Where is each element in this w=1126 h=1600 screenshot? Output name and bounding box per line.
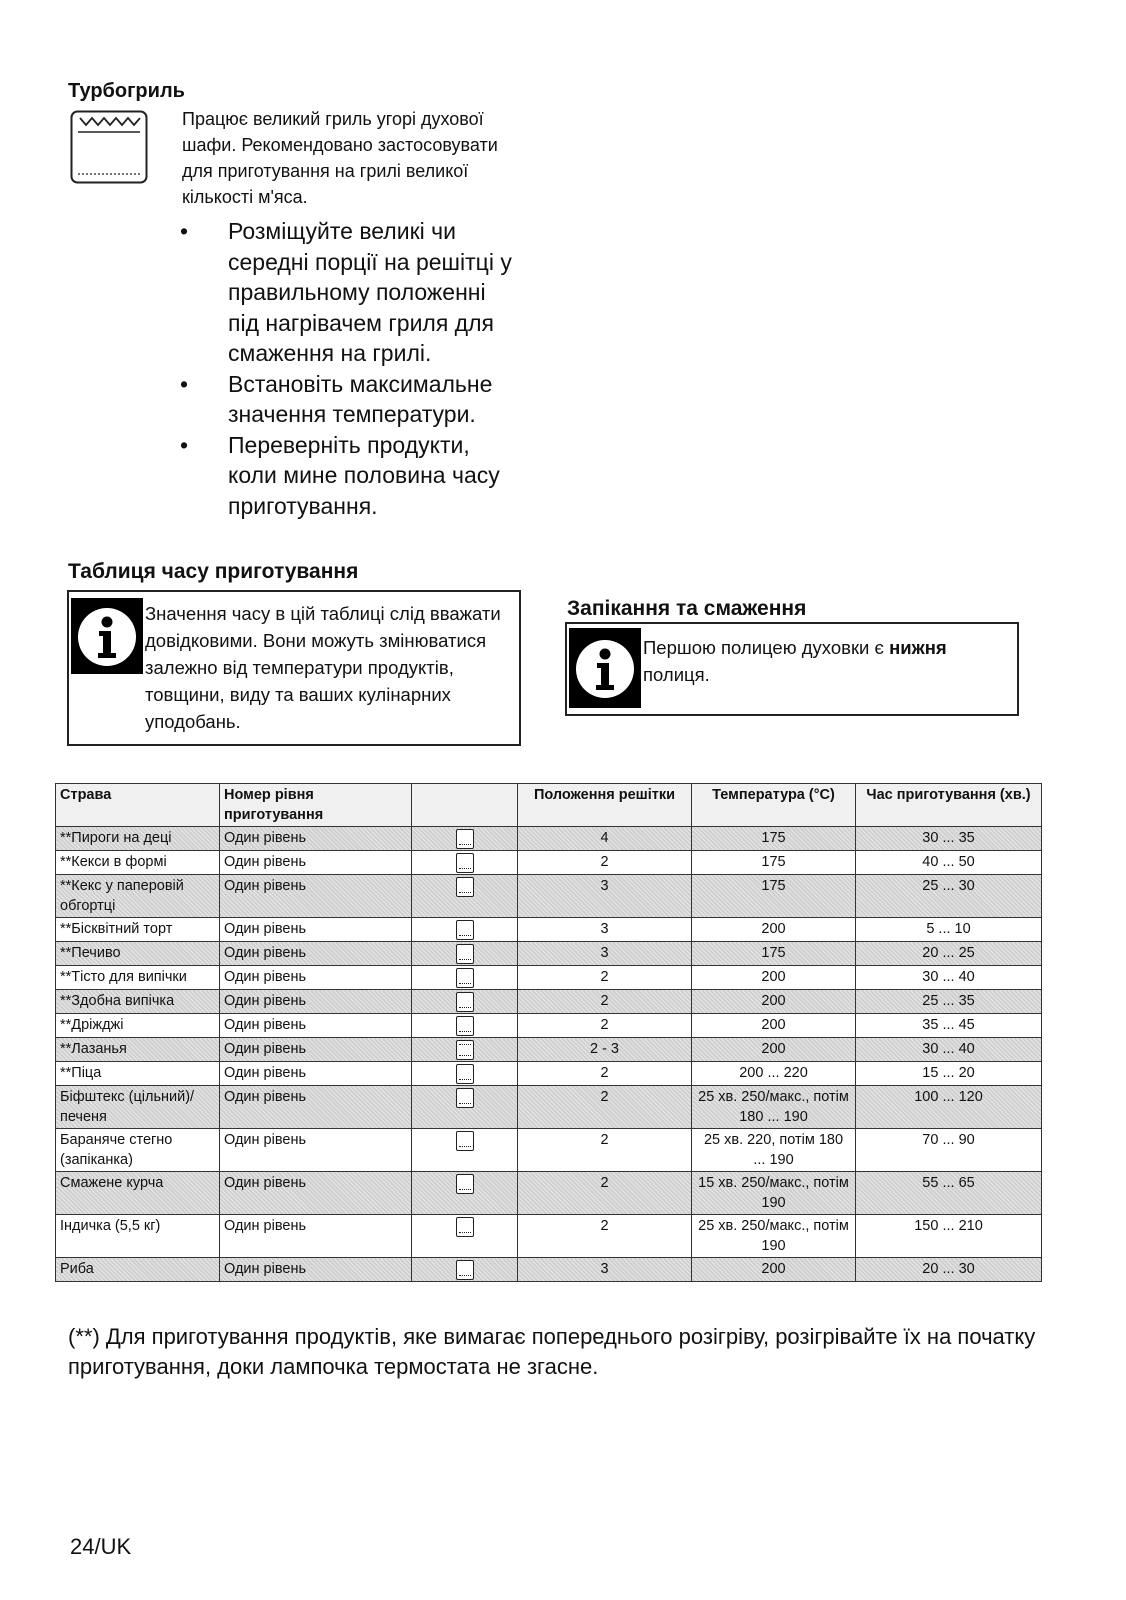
cell-mode bbox=[412, 851, 518, 875]
baking-info-text bbox=[643, 634, 1013, 688]
cell-dish: **Печиво bbox=[56, 942, 220, 966]
cell-level: Один рівень bbox=[220, 1258, 412, 1282]
cell-level: Один рівень bbox=[220, 1172, 412, 1215]
cell-temp: 175 bbox=[692, 827, 856, 851]
oven-mode-icon bbox=[456, 1131, 474, 1151]
cell-dish: Біфштекс (цільний)/печеня bbox=[56, 1086, 220, 1129]
cell-level: Один рівень bbox=[220, 1014, 412, 1038]
cell-rack: 2 bbox=[518, 1086, 692, 1129]
table-row bbox=[56, 1038, 1042, 1062]
cell-rack: 3 bbox=[518, 918, 692, 942]
cell-temp: 25 хв. 220, потім 180 ... 190 bbox=[692, 1129, 856, 1172]
table-row bbox=[56, 827, 1042, 851]
cell-rack: 2 - 3 bbox=[518, 1038, 692, 1062]
cell-mode bbox=[412, 1086, 518, 1129]
cell-level: Один рівень bbox=[220, 1062, 412, 1086]
cell-dish: **Піца bbox=[56, 1062, 220, 1086]
cell-rack: 2 bbox=[518, 1129, 692, 1172]
cell-dish: Смажене курча bbox=[56, 1172, 220, 1215]
table-row bbox=[56, 875, 1042, 918]
oven-mode-icon bbox=[456, 1016, 474, 1036]
cell-rack: 2 bbox=[518, 990, 692, 1014]
bullet-item bbox=[180, 369, 520, 430]
oven-mode-icon bbox=[456, 1064, 474, 1084]
info-text-bold: нижня bbox=[889, 637, 947, 658]
cell-rack: 2 bbox=[518, 851, 692, 875]
turbogrill-title: Турбогриль bbox=[68, 80, 185, 102]
cell-level: Один рівень bbox=[220, 1215, 412, 1258]
cell-mode bbox=[412, 827, 518, 851]
cooking-time-table bbox=[55, 783, 1042, 1282]
cell-level: Один рівень bbox=[220, 1086, 412, 1129]
cell-temp: 175 bbox=[692, 851, 856, 875]
cell-temp: 200 bbox=[692, 1258, 856, 1282]
cell-rack: 4 bbox=[518, 827, 692, 851]
oven-mode-icon bbox=[456, 877, 474, 897]
cell-temp: 200 bbox=[692, 1014, 856, 1038]
cell-rack: 3 bbox=[518, 875, 692, 918]
cell-mode bbox=[412, 1014, 518, 1038]
cell-level: Один рівень bbox=[220, 1129, 412, 1172]
footnote: (**) Для приготування продуктів, яке вимагає попереднього розігріву, розігрівайте їх на початку приготування, доки лампочка термостата не згасне. bbox=[68, 1324, 1036, 1379]
cell-temp: 25 хв. 250/макс., потім 180 ... 190 bbox=[692, 1086, 856, 1129]
cell-time: 20 ... 30 bbox=[856, 1258, 1042, 1282]
cell-time: 25 ... 35 bbox=[856, 990, 1042, 1014]
cell-mode bbox=[412, 942, 518, 966]
oven-mode-icon bbox=[456, 920, 474, 940]
turbogrill-description: Працює великий гриль угорі духової шафи. Рекомендовано застосовувати для приготування на грилі великої кількості м'яса. bbox=[182, 109, 498, 207]
oven-mode-icon bbox=[456, 1088, 474, 1108]
cooking-table-info-text: Значення часу в цій таблиці слід вважати довідковими. Вони можуть змінюватися залежно від температури продуктів, товщини, виду та ваших кулінарних уподобань. bbox=[145, 603, 501, 732]
table-row bbox=[56, 1014, 1042, 1038]
table-row bbox=[56, 918, 1042, 942]
cell-dish: **Бісквітний торт bbox=[56, 918, 220, 942]
cell-time: 35 ... 45 bbox=[856, 1014, 1042, 1038]
cell-time: 25 ... 30 bbox=[856, 875, 1042, 918]
cell-rack: 2 bbox=[518, 1215, 692, 1258]
cell-temp: 15 хв. 250/макс., потім 190 bbox=[692, 1172, 856, 1215]
cell-temp: 175 bbox=[692, 875, 856, 918]
info-text-prefix: Першою полицею духовки є bbox=[643, 637, 890, 658]
cell-dish: **Пироги на деці bbox=[56, 827, 220, 851]
table-row bbox=[56, 1258, 1042, 1282]
oven-mode-icon bbox=[456, 968, 474, 988]
cell-level: Один рівень bbox=[220, 918, 412, 942]
table-header-row bbox=[56, 784, 1042, 827]
cell-level: Один рівень bbox=[220, 1038, 412, 1062]
bullet-item bbox=[180, 430, 520, 522]
cell-time: 55 ... 65 bbox=[856, 1172, 1042, 1215]
header-level: Номер рівня приготування bbox=[220, 784, 412, 827]
cell-level: Один рівень bbox=[220, 990, 412, 1014]
table-row bbox=[56, 1215, 1042, 1258]
cell-mode bbox=[412, 1038, 518, 1062]
table-row bbox=[56, 990, 1042, 1014]
cell-time: 30 ... 40 bbox=[856, 1038, 1042, 1062]
oven-mode-icon bbox=[456, 829, 474, 849]
cell-dish: **Дріжджі bbox=[56, 1014, 220, 1038]
cell-temp: 200 bbox=[692, 1038, 856, 1062]
cell-rack: 2 bbox=[518, 1172, 692, 1215]
cooking-table-title: Таблиця часу приготування bbox=[68, 560, 359, 583]
oven-mode-icon bbox=[456, 992, 474, 1012]
cell-mode bbox=[412, 966, 518, 990]
cell-temp: 25 хв. 250/макс., потім 190 bbox=[692, 1215, 856, 1258]
cell-dish: **Кекси в формі bbox=[56, 851, 220, 875]
oven-mode-icon bbox=[456, 1260, 474, 1280]
cell-time: 20 ... 25 bbox=[856, 942, 1042, 966]
oven-top-grill-icon bbox=[70, 110, 148, 184]
cell-mode bbox=[412, 918, 518, 942]
page-number: 24/UK bbox=[70, 1534, 132, 1559]
cell-dish: **Кекс у паперовій обгортці bbox=[56, 875, 220, 918]
baking-section-title: Запікання та смаження bbox=[567, 597, 807, 620]
table-row bbox=[56, 942, 1042, 966]
info-icon bbox=[569, 628, 641, 708]
cell-mode bbox=[412, 990, 518, 1014]
cell-time: 100 ... 120 bbox=[856, 1086, 1042, 1129]
cell-time: 40 ... 50 bbox=[856, 851, 1042, 875]
bullet-dot: • bbox=[180, 431, 189, 458]
info-icon bbox=[71, 598, 143, 674]
cell-mode bbox=[412, 1258, 518, 1282]
oven-mode-icon bbox=[456, 853, 474, 873]
header-time: Час приготування (хв.) bbox=[856, 784, 1042, 827]
table-row bbox=[56, 1086, 1042, 1129]
cell-mode bbox=[412, 1129, 518, 1172]
cell-dish: Риба bbox=[56, 1258, 220, 1282]
cell-rack: 2 bbox=[518, 966, 692, 990]
table-row bbox=[56, 966, 1042, 990]
cell-temp: 200 bbox=[692, 966, 856, 990]
cell-rack: 3 bbox=[518, 942, 692, 966]
baking-info-box bbox=[565, 622, 1019, 716]
bullet-item bbox=[180, 216, 520, 369]
oven-mode-icon bbox=[456, 1217, 474, 1237]
bullet-dot: • bbox=[180, 370, 189, 397]
oven-mode-icon bbox=[456, 944, 474, 964]
cell-level: Один рівень bbox=[220, 875, 412, 918]
cell-mode bbox=[412, 1215, 518, 1258]
cell-mode bbox=[412, 1062, 518, 1086]
cell-dish: **Здобна випічка bbox=[56, 990, 220, 1014]
turbogrill-bullets bbox=[180, 216, 520, 521]
cell-temp: 200 ... 220 bbox=[692, 1062, 856, 1086]
info-text-suffix: полиця. bbox=[643, 664, 710, 685]
bullet-dot: • bbox=[180, 218, 189, 244]
oven-mode-icon bbox=[456, 1040, 474, 1060]
cell-temp: 200 bbox=[692, 918, 856, 942]
table-row bbox=[56, 1129, 1042, 1172]
table-row bbox=[56, 1062, 1042, 1086]
cell-rack: 3 bbox=[518, 1258, 692, 1282]
table-body bbox=[56, 827, 1042, 1282]
cell-rack: 2 bbox=[518, 1014, 692, 1038]
cell-time: 150 ... 210 bbox=[856, 1215, 1042, 1258]
cell-dish: Індичка (5,5 кг) bbox=[56, 1215, 220, 1258]
cell-rack: 2 bbox=[518, 1062, 692, 1086]
cell-dish: Бараняче стегно (запіканка) bbox=[56, 1129, 220, 1172]
cell-dish: **Тісто для випічки bbox=[56, 966, 220, 990]
table-row bbox=[56, 851, 1042, 875]
cell-time: 5 ... 10 bbox=[856, 918, 1042, 942]
table-row bbox=[56, 1172, 1042, 1215]
bullet-text: Переверніть продукти, коли мине половина часу приготування. bbox=[228, 431, 500, 519]
oven-mode-icon bbox=[456, 1174, 474, 1194]
cell-level: Один рівень bbox=[220, 827, 412, 851]
bullet-text: Розміщуйте великі чи середні порції на решітці у правильному положенні під нагрівачем гриля для смаження на грилі. bbox=[228, 218, 512, 366]
header-rack: Положення решітки bbox=[518, 784, 692, 827]
cell-level: Один рівень bbox=[220, 851, 412, 875]
cell-mode bbox=[412, 1172, 518, 1215]
bullet-text: Встановіть максимальне значення температури. bbox=[228, 370, 493, 427]
cell-level: Один рівень bbox=[220, 966, 412, 990]
cell-time: 15 ... 20 bbox=[856, 1062, 1042, 1086]
cooking-table-info-box bbox=[67, 590, 521, 746]
cell-dish: **Лазанья bbox=[56, 1038, 220, 1062]
header-dish: Страва bbox=[56, 784, 220, 827]
cell-level: Один рівень bbox=[220, 942, 412, 966]
cell-time: 30 ... 40 bbox=[856, 966, 1042, 990]
header-mode bbox=[412, 784, 518, 827]
cell-temp: 175 bbox=[692, 942, 856, 966]
cell-mode bbox=[412, 875, 518, 918]
cell-time: 70 ... 90 bbox=[856, 1129, 1042, 1172]
cell-temp: 200 bbox=[692, 990, 856, 1014]
cell-time: 30 ... 35 bbox=[856, 827, 1042, 851]
header-temp: Температура (°C) bbox=[692, 784, 856, 827]
